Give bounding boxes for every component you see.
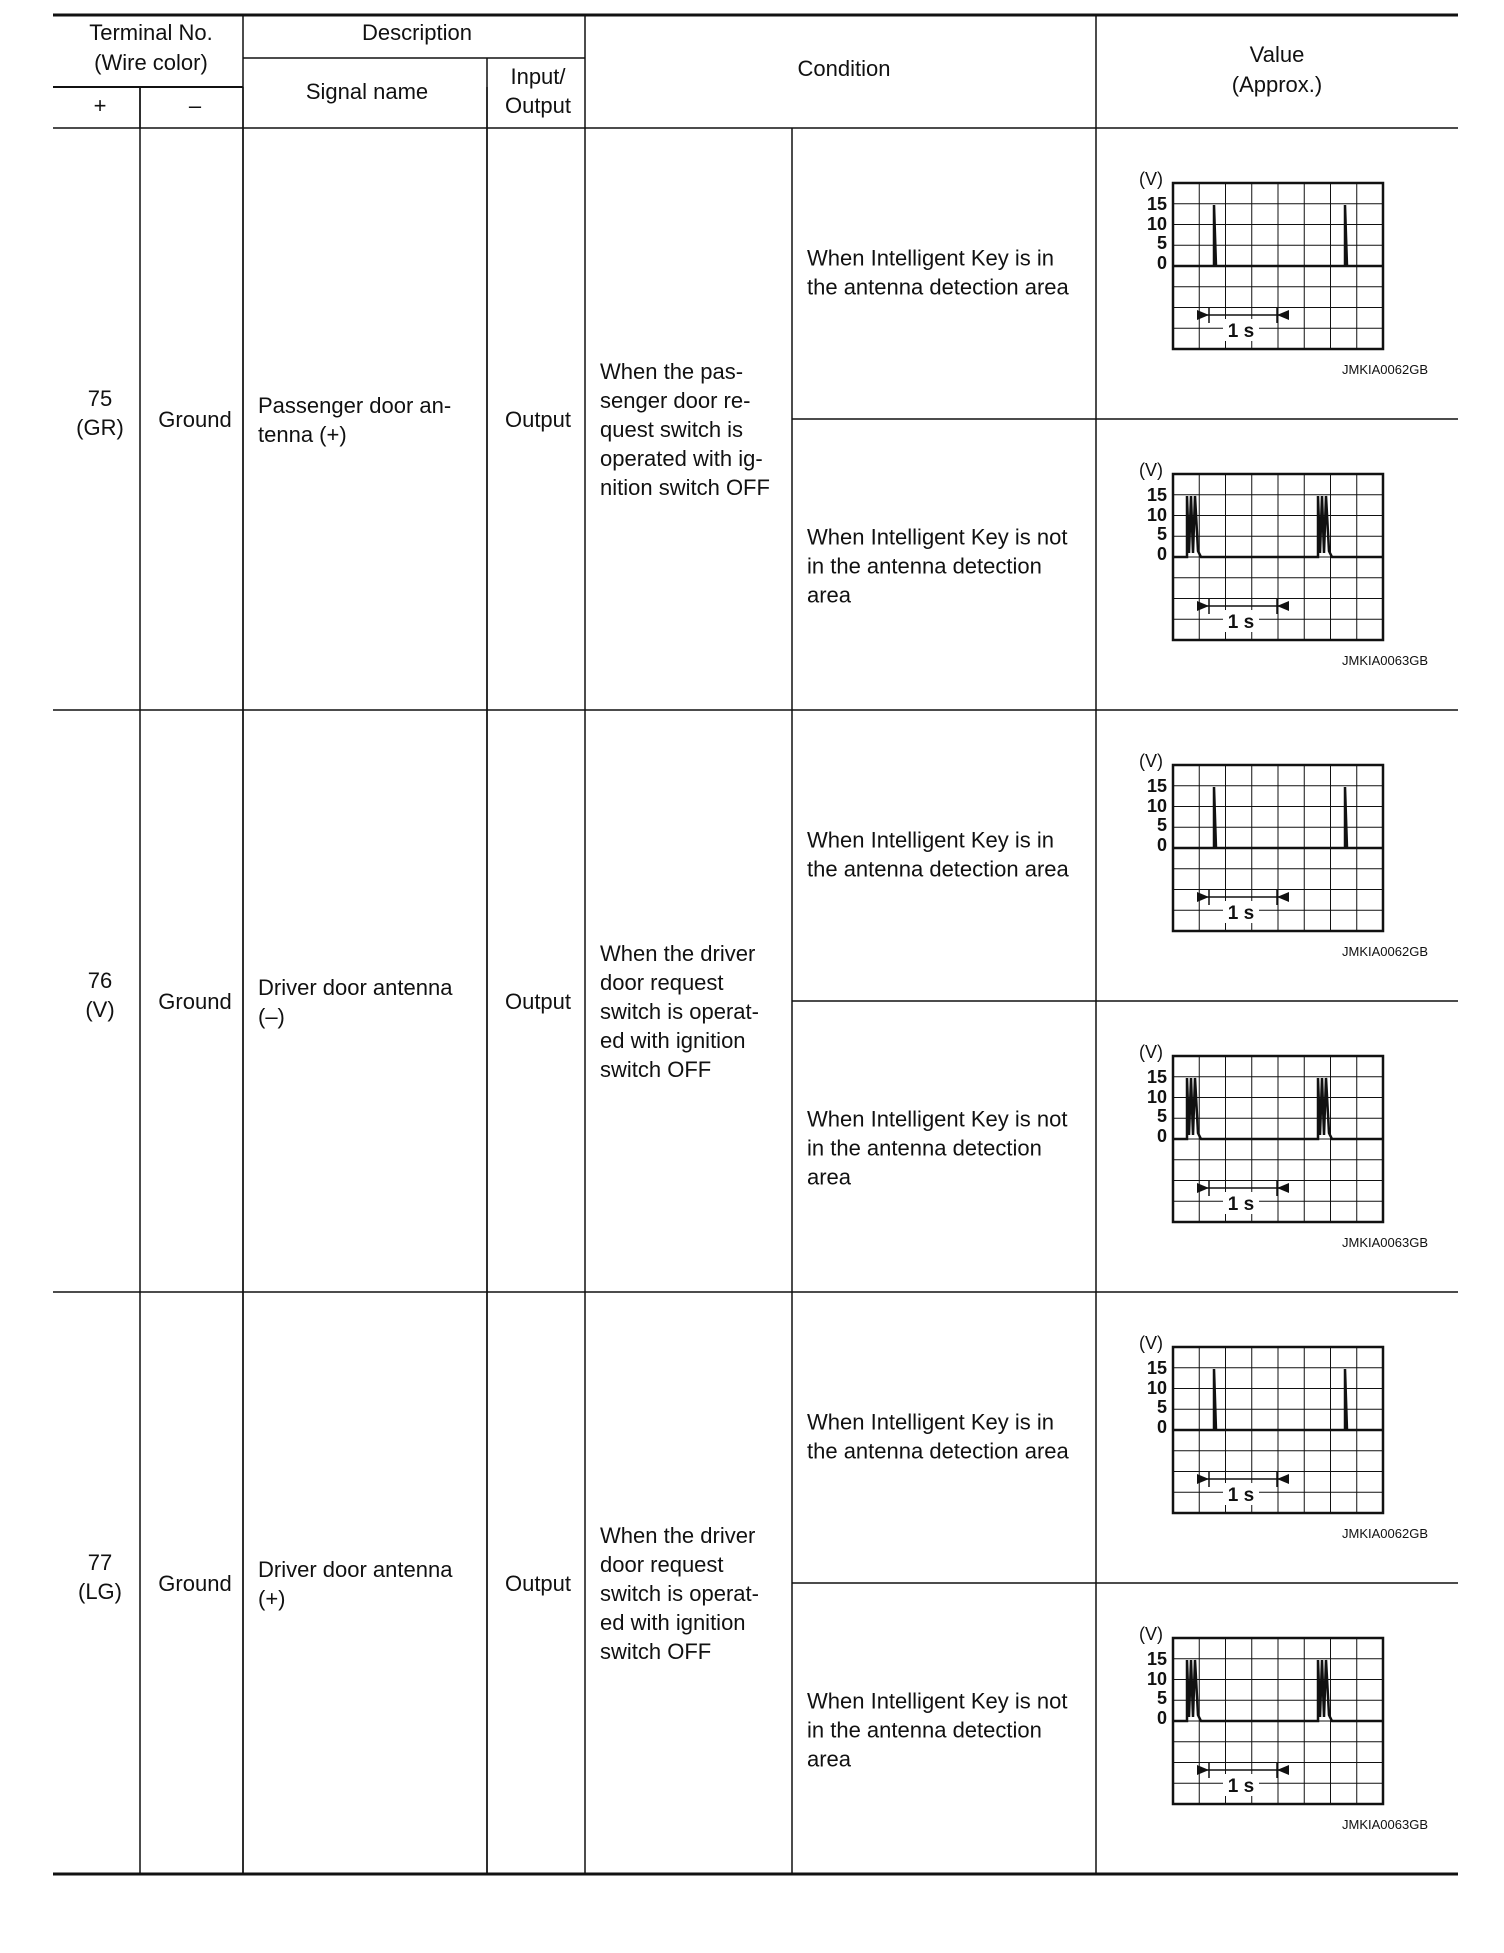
main-condition: nition switch OFF (600, 475, 770, 500)
sub-condition: When Intelligent Key is not (807, 1106, 1068, 1132)
signal-name: Driver door antenna (258, 975, 453, 1000)
voltage-tick-label: 15 (1146, 1067, 1167, 1087)
waveform-graph (1139, 1042, 1428, 1250)
signal-name: Passenger door an- (258, 393, 452, 418)
voltage-tick-label: 0 (1156, 1417, 1167, 1437)
main-condition: ed with ignition (600, 1028, 746, 1053)
sub-condition: in the antenna detection (807, 1135, 1042, 1161)
sub-condition: the antenna detection area (807, 274, 1069, 300)
main-condition: switch is operat- (600, 1581, 759, 1606)
time-scale-label: 1 s (1227, 1485, 1255, 1506)
voltage-unit-label: (V) (1139, 1042, 1163, 1062)
voltage-tick-label: 5 (1156, 524, 1167, 544)
voltage-unit-label: (V) (1139, 1333, 1163, 1353)
time-scale-label: 1 s (1227, 321, 1255, 342)
terminal-number: 76 (87, 968, 113, 993)
plus-header: + (93, 93, 107, 118)
voltage-tick-label: 15 (1146, 1649, 1167, 1669)
voltage-tick-label: 10 (1146, 796, 1167, 816)
signal-name-header: Signal name (305, 79, 429, 104)
sub-condition: the antenna detection area (807, 1438, 1069, 1464)
sub-condition: area (807, 1746, 852, 1772)
time-scale-label: 1 s (1227, 903, 1255, 924)
input-output: Output (504, 407, 572, 432)
figure-code: JMKIA0062GB (1342, 362, 1428, 377)
figure-code: JMKIA0063GB (1342, 653, 1428, 668)
sub-condition: in the antenna detection (807, 1717, 1042, 1743)
voltage-unit-label: (V) (1139, 460, 1163, 480)
time-scale-label: 1 s (1227, 612, 1255, 633)
figure-code: JMKIA0063GB (1342, 1817, 1428, 1832)
main-condition: When the driver (600, 941, 756, 966)
terminal-number: 77 (87, 1550, 113, 1575)
signal-name: (–) (258, 1004, 285, 1029)
sub-condition: area (807, 1164, 852, 1190)
input-output: Output (504, 1571, 572, 1596)
waveform-graph (1139, 1624, 1428, 1832)
main-condition: door request (600, 970, 724, 995)
voltage-tick-label: 10 (1146, 1087, 1167, 1107)
signal-name: Driver door antenna (258, 1557, 453, 1582)
voltage-unit-label: (V) (1139, 169, 1163, 189)
voltage-tick-label: 10 (1146, 214, 1167, 234)
main-condition: operated with ig- (600, 446, 763, 471)
minus-header: – (188, 93, 202, 118)
sub-condition: When Intelligent Key is in (807, 245, 1055, 271)
terminal-no-header: (Wire color) (94, 50, 208, 75)
voltage-tick-label: 10 (1146, 505, 1167, 525)
voltage-tick-label: 0 (1156, 544, 1167, 564)
signal-name: tenna (+) (258, 422, 347, 447)
main-condition: When the pas- (600, 359, 744, 384)
terminal-number: (GR) (76, 415, 124, 440)
sub-condition: area (807, 582, 852, 608)
signal-name: (+) (258, 1586, 286, 1611)
voltage-tick-label: 5 (1156, 1106, 1167, 1126)
terminal-number: (V) (85, 997, 115, 1022)
sub-condition: When Intelligent Key is not (807, 524, 1068, 550)
description-header: Description (361, 20, 473, 45)
waveform-graph (1139, 460, 1428, 668)
voltage-tick-label: 0 (1156, 835, 1167, 855)
input-output-header: Input/ (510, 64, 566, 89)
time-scale-label: 1 s (1227, 1194, 1255, 1215)
waveform-graph (1139, 1333, 1428, 1541)
waveform-graph (1139, 751, 1428, 959)
sub-condition: When Intelligent Key is in (807, 827, 1055, 853)
sub-condition: in the antenna detection (807, 553, 1042, 579)
figure-code: JMKIA0062GB (1342, 1526, 1428, 1541)
voltage-tick-label: 0 (1156, 253, 1167, 273)
condition-header: Condition (797, 56, 891, 81)
sub-condition: the antenna detection area (807, 856, 1069, 882)
main-condition: door request (600, 1552, 724, 1577)
ground-terminal: Ground (158, 407, 232, 432)
main-condition: switch OFF (600, 1057, 712, 1082)
terminal-no-header: Terminal No. (89, 20, 213, 45)
voltage-unit-label: (V) (1139, 751, 1163, 771)
voltage-tick-label: 10 (1146, 1669, 1167, 1689)
voltage-tick-label: 10 (1146, 1378, 1167, 1398)
main-condition: switch OFF (600, 1639, 712, 1664)
voltage-tick-label: 15 (1146, 776, 1167, 796)
ground-terminal: Ground (158, 1571, 232, 1596)
voltage-tick-label: 0 (1156, 1708, 1167, 1728)
input-output-header: Output (504, 93, 572, 118)
figure-code: JMKIA0063GB (1342, 1235, 1428, 1250)
voltage-tick-label: 15 (1146, 194, 1167, 214)
figure-code: JMKIA0062GB (1342, 944, 1428, 959)
main-condition: When the driver (600, 1523, 756, 1548)
value-header: (Approx.) (1231, 72, 1323, 97)
main-condition: senger door re- (600, 388, 751, 413)
terminal-number: 75 (87, 386, 113, 411)
sub-condition: When Intelligent Key is not (807, 1688, 1068, 1714)
main-condition: quest switch is (600, 417, 744, 442)
voltage-tick-label: 15 (1146, 485, 1167, 505)
voltage-tick-label: 15 (1146, 1358, 1167, 1378)
voltage-tick-label: 5 (1156, 815, 1167, 835)
ground-terminal: Ground (158, 989, 232, 1014)
terminal-number: (LG) (78, 1579, 122, 1604)
waveform-graph (1139, 169, 1428, 377)
main-condition: ed with ignition (600, 1610, 746, 1635)
time-scale-label: 1 s (1227, 1776, 1255, 1797)
value-header: Value (1249, 42, 1305, 67)
voltage-tick-label: 0 (1156, 1126, 1167, 1146)
voltage-tick-label: 5 (1156, 1397, 1167, 1417)
voltage-tick-label: 5 (1156, 233, 1167, 253)
voltage-unit-label: (V) (1139, 1624, 1163, 1644)
main-condition: switch is operat- (600, 999, 759, 1024)
voltage-tick-label: 5 (1156, 1688, 1167, 1708)
input-output: Output (504, 989, 572, 1014)
sub-condition: When Intelligent Key is in (807, 1409, 1055, 1435)
